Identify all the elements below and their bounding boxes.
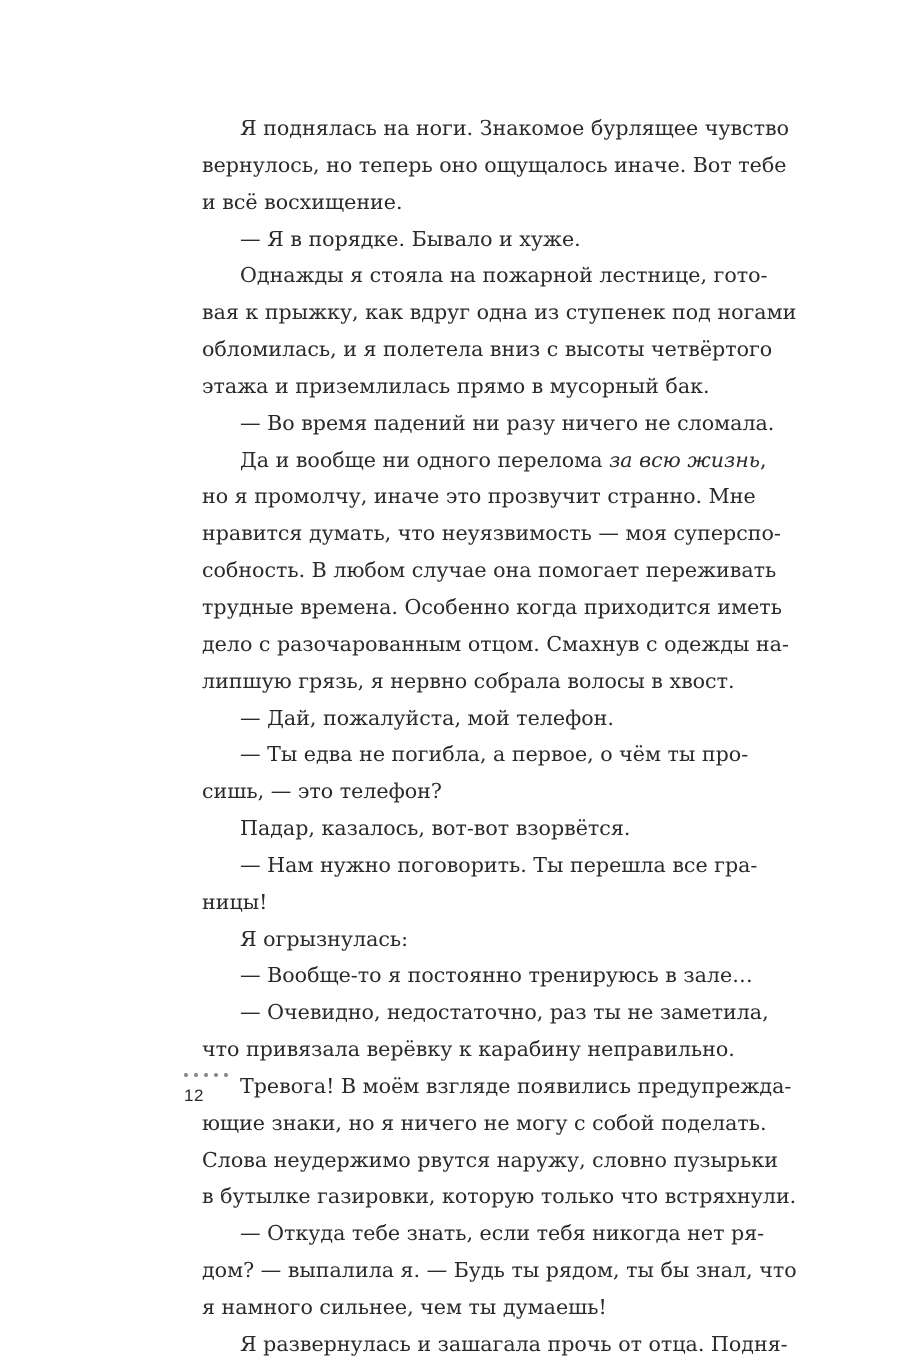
page-number: 12 [184,1086,204,1105]
footer-dot [194,1073,198,1077]
text-line: сишь, — это телефон? [202,779,442,804]
text-line: нравится думать, что неуязвимость — моя суперспо- [202,521,781,546]
text-segment: , [760,447,767,472]
footer-dots-ornament [184,1070,228,1080]
text-line: — Дай, пожалуйста, мой телефон. [240,705,614,730]
text-line: ницы! [202,889,268,914]
text-line: Слова неудержимо рвутся наружу, словно пузырьки [202,1147,778,1172]
text-line: — Во время падений ни разу ничего не сломала. [240,410,775,435]
text-line: дело с разочарованным отцом. Смахнув с одежды на- [202,631,789,656]
body-text [202,110,797,1363]
text-line: Я огрызнулась: [240,926,409,951]
text-line: дом? — выпалила я. — Будь ты рядом, ты бы знал, что [202,1258,797,1283]
text-line: — Нам нужно поговорить. Ты перешла все гра- [240,852,758,877]
text-line: ющие знаки, но я ничего не могу с собой поделать. [202,1110,767,1135]
text-line: вернулось, но теперь оно ощущалось иначе. Вот тебе [202,152,787,177]
text-segment: Да и вообще ни одного перелома [240,447,610,472]
text-line: Падар, казалось, вот-вот взорвётся. [240,816,631,841]
text-line: трудные времена. Особенно когда приходится иметь [202,594,782,619]
footer-dot [184,1073,188,1077]
text-line: — Вообще-то я постоянно тренируюсь в зале… [240,963,753,988]
text-line: Однажды я стояла на пожарной лестнице, гото- [240,263,768,288]
text-line: я намного сильнее, чем ты думаешь! [202,1295,607,1319]
text-line: — Откуда тебе знать, если тебя никогда нет ря- [240,1221,765,1246]
text-line: — Ты едва не погибла, а первое, о чём ты про- [240,742,749,767]
footer-dot [204,1073,208,1077]
text-line: этажа и приземлилась прямо в мусорный бак. [202,373,710,398]
text-line [202,442,767,479]
text-line: но я промолчу, иначе это прозвучит странно. Мне [202,484,756,509]
text-line: Я поднялась на ноги. Знакомое бурлящее чувство [240,116,789,140]
text-line: собность. В любом случае она помогает переживать [202,558,777,583]
text-line: что привязала верёвку к карабину неправильно. [202,1037,735,1062]
text-line: обломилась, и я полетела вниз с высоты четвёртого [202,337,773,362]
text-line: липшую грязь, я нервно собрала волосы в хвост. [202,668,735,693]
page-footer [184,1070,228,1106]
text-line: вая к прыжку, как вдруг одна из ступенек под ногами [202,300,797,325]
text-line: Тревога! В моём взгляде появились предупрежда- [240,1073,792,1098]
italic-emphasis: за всю жизнь [609,447,760,472]
footer-dot [224,1073,228,1077]
footer-dot [214,1073,218,1077]
text-line: и всё восхищение. [202,189,403,214]
text-line: — Очевидно, недостаточно, раз ты не заметила, [240,1000,769,1025]
text-line: — Я в порядке. Бывало и хуже. [240,226,581,251]
text-line: Я развернулась и зашагала прочь от отца. Подня- [240,1331,788,1356]
text-line: в бутылке газировки, которую только что встряхнули. [202,1184,797,1209]
